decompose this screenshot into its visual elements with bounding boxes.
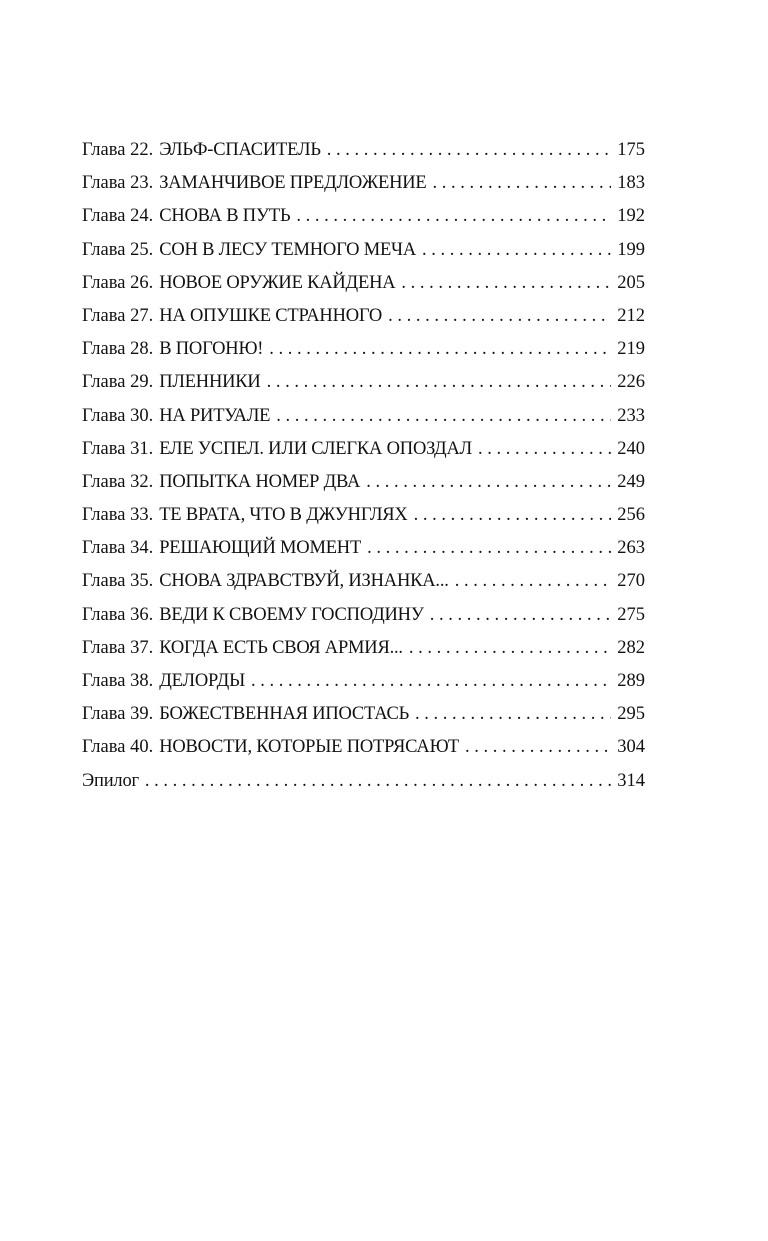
chapter-title: ДЕЛОРДЫ <box>159 671 246 691</box>
page-number: 175 <box>617 140 645 160</box>
chapter-title: ВЕДИ К СВОЕМУ ГОСПОДИНУ <box>159 604 424 625</box>
toc-entry-chapter-23[interactable] <box>82 171 645 204</box>
page-number: 205 <box>617 272 645 293</box>
toc-entry-chapter-35[interactable] <box>82 569 645 602</box>
dot-leader <box>401 271 611 295</box>
page-number: 192 <box>617 206 645 227</box>
dot-leader <box>455 569 611 593</box>
dot-leader <box>366 470 611 494</box>
chapter-title: КОГДА ЕСТЬ СВОЯ АРМИЯ... <box>159 637 403 658</box>
toc-entry-chapter-30[interactable] <box>82 404 645 437</box>
toc-entry-chapter-32[interactable] <box>82 470 645 503</box>
toc-entry-chapter-24[interactable] <box>82 204 645 237</box>
chapter-title: ПЛЕННИКИ <box>159 372 261 393</box>
page-number: 240 <box>617 438 645 459</box>
chapter-title: НА ОПУШКЕ СТРАННОГО <box>159 305 383 326</box>
toc-entry-epilogue[interactable] <box>82 769 645 802</box>
toc-entry-chapter-25[interactable] <box>82 238 645 271</box>
toc-entry-chapter-29[interactable] <box>82 370 645 403</box>
toc-entry-chapter-39[interactable] <box>82 702 645 735</box>
chapter-number: Глава 40. <box>82 737 154 758</box>
dot-leader <box>422 238 611 262</box>
toc-entry-chapter-38[interactable] <box>82 669 645 702</box>
dot-leader <box>430 603 611 627</box>
chapter-title: В ПОГОНЮ! <box>159 339 264 360</box>
chapter-title: СНОВА ЗДРАВСТВУЙ, ИЗНАНКА... <box>159 571 449 592</box>
page-number: 314 <box>617 770 645 791</box>
toc-entry-chapter-40[interactable] <box>82 735 645 768</box>
page-number: 256 <box>617 505 645 526</box>
page-number: 183 <box>617 173 645 194</box>
dot-leader <box>414 503 611 527</box>
chapter-number: Глава 35. <box>82 571 154 592</box>
dot-leader <box>415 702 611 726</box>
chapter-title: ЗАМАНЧИВОЕ ПРЕДЛОЖЕНИЕ <box>159 173 427 194</box>
chapter-title: СНОВА В ПУТЬ <box>159 206 291 227</box>
chapter-number: Глава 38. <box>82 671 154 691</box>
chapter-number: Глава 26. <box>82 272 154 293</box>
dot-leader <box>267 370 611 394</box>
chapter-title: ЕЛЕ УСПЕЛ. ИЛИ СЛЕГКА ОПОЗДАЛ <box>159 438 472 459</box>
chapter-title: БОЖЕСТВЕННАЯ ИПОСТАСЬ <box>159 704 410 725</box>
chapter-title: НОВОЕ ОРУЖИЕ КАЙДЕНА <box>159 272 396 293</box>
page-number: 226 <box>617 372 645 393</box>
dot-leader <box>478 437 611 461</box>
dot-leader <box>269 337 611 361</box>
chapter-title: ПОПЫТКА НОМЕР ДВА <box>159 471 361 492</box>
dot-leader <box>145 769 611 793</box>
page-number: 199 <box>617 239 645 260</box>
chapter-title: РЕШАЮЩИЙ МОМЕНТ <box>159 538 362 559</box>
toc-entry-chapter-36[interactable] <box>82 603 645 636</box>
chapter-number: Глава 28. <box>82 339 154 360</box>
page-number: 233 <box>617 405 645 426</box>
dot-leader <box>433 171 611 195</box>
chapter-title: СОН В ЛЕСУ ТЕМНОГО МЕЧА <box>159 239 417 260</box>
dot-leader <box>276 404 611 428</box>
page-number: 295 <box>617 704 645 725</box>
page-number: 304 <box>617 737 645 758</box>
dot-leader <box>367 536 611 560</box>
page-number: 249 <box>617 471 645 492</box>
dot-leader <box>296 204 611 228</box>
page-number: 263 <box>617 538 645 559</box>
chapter-number: Глава 27. <box>82 305 154 326</box>
chapter-title: Эпилог <box>82 770 139 791</box>
chapter-number: Глава 37. <box>82 637 154 658</box>
chapter-number: Глава 39. <box>82 704 154 725</box>
toc-entry-chapter-34[interactable] <box>82 536 645 569</box>
chapter-title: НА РИТУАЛЕ <box>159 405 271 426</box>
dot-leader <box>465 735 611 759</box>
toc-entry-chapter-37[interactable] <box>82 636 645 669</box>
chapter-number: Глава 29. <box>82 372 154 393</box>
chapter-title: ЭЛЬФ-СПАСИТЕЛЬ <box>159 140 321 160</box>
chapter-number: Глава 24. <box>82 206 154 227</box>
chapter-title: НОВОСТИ, КОТОРЫЕ ПОТРЯСАЮТ <box>159 737 460 758</box>
chapter-number: Глава 25. <box>82 239 154 260</box>
page-number: 212 <box>617 305 645 326</box>
chapter-number: Глава 31. <box>82 438 154 459</box>
chapter-number: Глава 36. <box>82 604 154 625</box>
dot-leader <box>251 669 611 693</box>
toc-entry-chapter-27[interactable] <box>82 304 645 337</box>
chapter-title: ТЕ ВРАТА, ЧТО В ДЖУНГЛЯХ <box>159 505 408 526</box>
chapter-number: Глава 22. <box>82 140 154 160</box>
chapter-number: Глава 34. <box>82 538 154 559</box>
page-number: 282 <box>617 637 645 658</box>
dot-leader <box>327 138 611 162</box>
chapter-number: Глава 23. <box>82 173 154 194</box>
page-number: 219 <box>617 339 645 360</box>
page-number: 275 <box>617 604 645 625</box>
chapter-number: Глава 30. <box>82 405 154 426</box>
page-number: 270 <box>617 571 645 592</box>
chapter-number: Глава 33. <box>82 505 154 526</box>
toc-entry-chapter-33[interactable] <box>82 503 645 536</box>
toc-entry-chapter-26[interactable] <box>82 271 645 304</box>
dot-leader <box>388 304 611 328</box>
toc-entry-chapter-22[interactable] <box>82 138 645 171</box>
toc-entry-chapter-31[interactable] <box>82 437 645 470</box>
page-number: 289 <box>617 671 645 691</box>
table-of-contents <box>82 138 645 802</box>
dot-leader <box>409 636 611 660</box>
toc-entry-chapter-28[interactable] <box>82 337 645 370</box>
chapter-number: Глава 32. <box>82 471 154 492</box>
